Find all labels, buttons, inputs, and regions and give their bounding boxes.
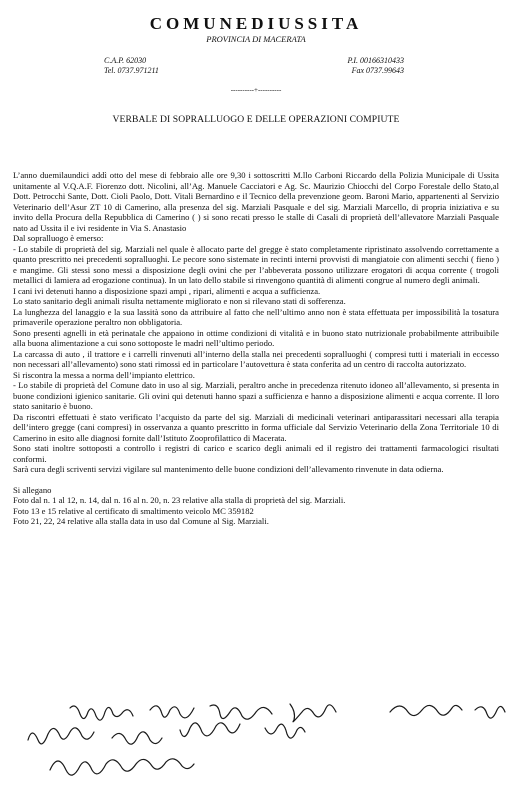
contact-right xyxy=(347,56,404,76)
attachment-item: Foto 13 e 15 relative al certificato di smaltimento veicolo MC 359182 xyxy=(13,505,254,516)
municipality-title: COMUNEDIUSSITA xyxy=(149,14,363,33)
header-separator: ----------+---------- xyxy=(230,86,282,94)
attachment-item: Foto 21, 22, 24 relative alla stalla data in uso dal Comune al Sig. Marziali. xyxy=(13,516,269,526)
letterhead xyxy=(0,0,512,44)
signature-stroke xyxy=(112,732,162,744)
vat-number: P.I. 00166310433 xyxy=(347,56,404,65)
signature-stroke xyxy=(475,706,505,718)
signature-stroke xyxy=(265,724,305,738)
signature-stroke xyxy=(210,705,272,719)
postal-code: C.A.P. 62030 xyxy=(104,56,147,65)
signature-stroke xyxy=(150,706,194,718)
signature-stroke xyxy=(50,759,194,775)
paragraph-emerged: Dal sopralluogo è emerso: xyxy=(13,233,104,243)
signature-stroke xyxy=(70,706,133,720)
paragraph-vehicles: La carcassa di auto , il trattore e i carrelli rinvenuti all’interno della stalla nei precedenti sopralluoghi ( compresi tutti i materiali in eccesso non necessari all’allevamento) sono stati rimossi ed in particolare l’autovettura è stata conferita ad un centro di raccolta autorizzato. xyxy=(13,348,499,369)
contact-info xyxy=(0,56,512,80)
handwritten-signatures xyxy=(0,700,512,786)
fax-number: Fax 0737.99643 xyxy=(351,66,404,75)
signature-stroke xyxy=(390,705,462,715)
contact-left xyxy=(104,56,159,76)
attachment-item: Foto dal n. 1 al 12, n. 14, dal n. 16 al n. 20, n. 23 relative alla stalla di proprietà del sig. Marziali. xyxy=(13,495,346,505)
paragraph-lambs: Sono presenti agnelli in età perinatale che appaiono in ottime condizioni di vitalità e in buono stato nutrizionale probabilmente attribuibile alla buona alimentazione a cui sono sottoposte le madri nell’ultimo periodo. xyxy=(13,327,499,348)
paragraph-stable-municipal: - Lo stabile di proprietà del Comune dato in uso al sig. Marziali, peraltro anche in precedenza ritenuto idoneo all’allevamento, si presenta in buone condizioni igienico sanitarie. Gli ovini qui detenuti hanno spazi a sufficienza e hanno a disposizione alimenti e acqua corrente. Il loro stato sanitario è buono. xyxy=(13,380,499,411)
paragraph-electric: Si riscontra la messa a norma dell’impianto elettrico. xyxy=(13,369,195,380)
paragraph-registers: Sono stati inoltre sottoposti a controllo i registri di carico e scarico degli animali ed il registro dei trattamenti farmacologici risultati conformi. xyxy=(13,443,499,464)
document-heading: VERBALE DI SOPRALLUOGO E DELLE OPERAZIONI COMPIUTE xyxy=(112,114,400,125)
province-subtitle: PROVINCIA DI MACERATA xyxy=(206,34,306,44)
telephone: Tel. 0737.971211 xyxy=(104,66,159,75)
paragraph-closing: Sarà cura degli scriventi servizi vigilare sul mantenimento delle buone condizioni dell’allevamento rinvenute in data odierna. xyxy=(13,464,444,474)
paragraph-stable-private: - Lo stabile di proprietà del sig. Marziali nel quale è allocato parte del gregge è stato completamente ripristinato assolvendo correttamente a quanto prescritto nei precedenti sopralluoghi. Le pecore sono sistemate in recinti interni provvisti di mangiatoie con alimenti secchi ( fieno ) e mangime. Gli stessi sono messi a disposizione degli ovini che per l’abbeverata possono utilizzare erogatori di acqua corrente ( trogoli metallici di lamiera ad erogazione continua). In un lato dello stabile si rinvengono quantità di alimenti congrue al numero degli animali. xyxy=(13,243,499,285)
paragraph-wool: La lunghezza del lanaggio e la sua lassità sono da attribuire al fatto che nell’ultimo anno non è stata effettuata per impossibilità la tosatura primaverile operazione peraltro non obbligatoria. xyxy=(13,306,499,327)
document-body xyxy=(13,170,499,527)
signature-stroke xyxy=(180,723,240,737)
paragraph-health: Lo stato sanitario degli animali risulta nettamente migliorato e non si rilevano stati di sofferenza. xyxy=(13,296,346,306)
signature-stroke xyxy=(28,728,94,744)
paragraph-dogs: I cani ivi detenuti hanno a disposizione spazi ampi , ripari, alimenti e acqua a sufficienza. xyxy=(13,285,321,296)
paragraph-intro: L’anno duemilaundici addì otto del mese di febbraio alle ore 9,30 i sottoscritti M.llo Carboni Riccardo della Polizia Municipale di Ussita unitamente al V.Q.A.F. Fiorenzo dott. Nicolini, all’Ag. Manuele Cacciatori e Ag. Sc. Maurizio Chiocchi del Corpo Forestale dello Stato,al Dott. Petrocchi Sante, Dott. Cioli Paolo, Dott. Vitali Bernardino e il Tecnico della prevenzione geom. Baroni Mario, appartenenti al Servizio Veterinario dell’Asur ZT 10 di Camerino, alla presenza del sig. Marziali Pasquale e del sig. Marziali Marcello, di propria iniziativa e su invito della Procura della Repubblica di Camerino ( ) si sono recati presso le stalle di Casali di proprietà dell’allevatore Marziali Pasquale nato ad Ussita il e ivi residente in Via S. Anastasio xyxy=(13,170,499,233)
signatures-area xyxy=(0,700,512,786)
paragraph-medicines: Da riscontri effettuati è stato verificato l’acquisto da parte del sig. Marziali di medicinali veterinari antiparassitari necessari alla terapia dell’intero gregge (cani compresi) in osservanza a quanto prescritto in forma ufficiale dal Servizio Veterinario della Zona Territoriale 10 di Camerino in esito alle diagnosi fornite dall’Istituto Zooprofilattico di Macerata. xyxy=(13,411,499,443)
signature-stroke xyxy=(290,704,336,722)
attachments-intro: Si allegano xyxy=(13,484,52,495)
